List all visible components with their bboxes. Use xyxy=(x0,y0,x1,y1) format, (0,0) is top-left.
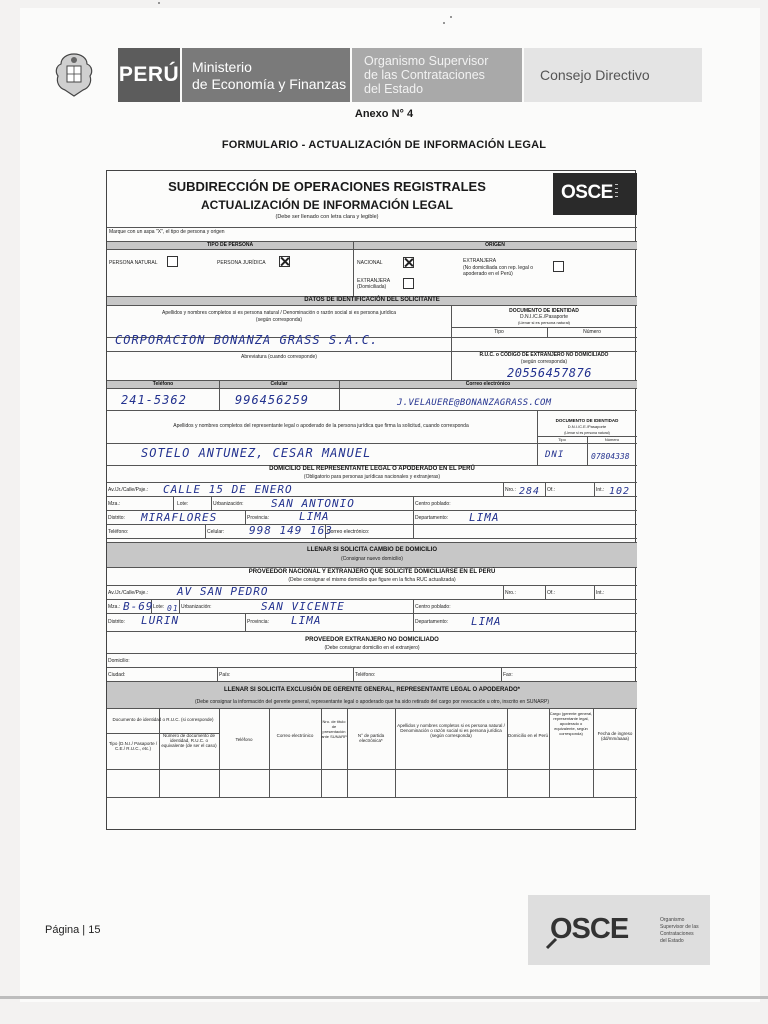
dom-rep-int-field[interactable]: 102 xyxy=(609,486,631,497)
col-tipo-header: Tipo (D.N.I./ Pasaporte / C.E./ R.U.C., etc.) xyxy=(108,741,158,751)
osce-footer-sub-2: Supervisor de las xyxy=(660,924,699,930)
dom-rep-correo-label: Correo electrónico: xyxy=(327,529,370,535)
nacional-label: NACIONAL xyxy=(357,260,383,266)
form-heading-note: (Debe ser llenado con letra clara y legible) xyxy=(275,214,379,220)
cambio-domicilio-title: LLENAR SI SOLICITA CAMBIO DE DOMICILIO xyxy=(307,547,437,553)
dom-rep-provincia-field[interactable]: LIMA xyxy=(299,510,330,523)
osce-footer-sub-3: Contrataciones xyxy=(660,931,694,937)
dom-nuevo-distrito-label: Distrito: xyxy=(108,619,125,625)
extranjera-no-dom-note-2: apoderado en el Perú) xyxy=(463,271,513,277)
telefono-field[interactable]: 241-5362 xyxy=(121,393,187,407)
ruc-note: (según corresponda) xyxy=(520,359,568,365)
page-number: Página | 15 xyxy=(45,924,101,936)
osce-logo-mark: ▬ ▬ ▬ ▬ xyxy=(615,182,618,198)
dom-rep-centro-label: Centro poblado: xyxy=(415,501,451,507)
peru-brand xyxy=(118,48,180,102)
osce-line-3: del Estado xyxy=(364,82,424,96)
document-title: FORMULARIO - ACTUALIZACIÓN DE INFORMACIÓN LEGAL xyxy=(221,139,547,151)
dom-nuevo-depto-field[interactable]: LIMA xyxy=(471,615,502,628)
extranjera-dom-note: (Domiciliada) xyxy=(357,284,387,290)
consejo-label: Consejo Directivo xyxy=(540,67,650,83)
dom-rep-urb-label: Urbanización: xyxy=(213,501,244,507)
ministerio-line-2: de Economía y Finanzas xyxy=(192,76,347,92)
dom-nuevo-provincia-field[interactable]: LIMA xyxy=(291,614,322,627)
prov-ext-fax-label: Fax: xyxy=(503,672,513,678)
dom-rep-cel-label: Celular: xyxy=(207,529,225,535)
osce-footer-word: OSCE xyxy=(550,913,629,945)
correo-col: Correo electrónico xyxy=(465,381,511,387)
speck xyxy=(158,2,160,4)
abreviatura-label: Abreviatura (cuando corresponde) xyxy=(241,354,317,360)
dom-nuevo-of-label: Of.: xyxy=(547,590,556,596)
dom-rep-lote-label: Lote: xyxy=(177,501,189,507)
exclusion-title: LLENAR SI SOLICITA EXCLUSIÓN DE GERENTE GENERAL, REPRESENTANTE LEGAL O APODERADO* xyxy=(224,687,520,693)
dom-rep-av-label: Av./Jr./Calle/Psje.: xyxy=(108,487,149,493)
doc-numero-col: Número xyxy=(583,329,601,335)
col-domicilio-header: Domicilio en el Perú xyxy=(507,733,549,738)
razon-social-field[interactable]: CORPORACION BONANZA GRASS S.A.C. xyxy=(115,333,379,347)
rep-doc-numero-col: Número xyxy=(604,437,620,442)
osce-footer-logo xyxy=(528,895,710,965)
dom-rep-distrito-label: Distrito: xyxy=(108,515,125,521)
dom-rep-depto-label: Departamento: xyxy=(415,515,449,521)
persona-juridica-checkbox[interactable] xyxy=(279,256,290,267)
osce-header-brand xyxy=(352,48,522,102)
dom-nuevo-lote-label: Lote: xyxy=(153,604,165,610)
col-partida-header: N° de partida electrónica* xyxy=(357,733,385,743)
col-fecha-header: Fecha de ingreso (dd/mm/aaaa) xyxy=(597,731,633,741)
ruc-label: R.U.C. o CÓDIGO DE EXTRANJERO NO DOMICILIADO xyxy=(479,352,609,358)
rep-doc-tipo-col: Tipo xyxy=(558,437,566,442)
speck xyxy=(450,16,452,18)
cambio-domicilio-note: (Consignar nuevo domicilio) xyxy=(341,556,403,562)
rep-doc-types: D.N.I./C.E./Pasaporte xyxy=(567,424,607,429)
prov-extranjero-note: (Debe consignar domicilio en el extranjero) xyxy=(324,645,420,651)
page-edge xyxy=(0,996,768,999)
dom-nuevo-centro-label: Centro poblado: xyxy=(415,604,451,610)
anexo-number: Anexo N° 4 xyxy=(354,108,414,120)
domicilio-rep-title: DOMICILIO DEL REPRESENTANTE LEGAL O APODERADO EN EL PERÚ xyxy=(269,466,475,472)
celular-col: Celular xyxy=(270,381,288,387)
dom-nuevo-nro-label: Nro.: xyxy=(505,590,516,596)
extranjera-no-dom-label: EXTRANJERA xyxy=(463,258,497,264)
prov-nacional-title: PROVEEDOR NACIONAL Y EXTRANJERO QUE SOLICITE DOMICILIARSE EN EL PERÚ xyxy=(248,569,496,575)
dom-rep-nro-field[interactable]: 284 xyxy=(519,486,541,497)
col-cargo-header: Cargo (gerente general, representante legal, apoderado o equivalente, según corresponda) xyxy=(549,711,593,736)
legal-info-form xyxy=(106,170,636,830)
dom-nuevo-urb-field[interactable]: SAN VICENTE xyxy=(261,600,345,613)
form-heading-1: SUBDIRECCIÓN DE OPERACIONES REGISTRALES xyxy=(168,179,486,194)
nacional-checkbox[interactable] xyxy=(403,257,414,268)
col-numero-header: Número de documento de identidad, R.U.C. o equivalente (de ser el caso) xyxy=(161,733,217,748)
rep-doc-tipo-field[interactable]: DNI xyxy=(545,450,565,460)
cambio-domicilio-band xyxy=(107,542,637,568)
prov-nacional-note: (Debe consignar el mismo domicilio que figure en la ficha RUC actualizada) xyxy=(288,577,456,583)
col-titulo-header: Nro. de título de presentación ante SUNARP xyxy=(321,719,347,739)
consejo-directivo xyxy=(524,48,702,102)
dom-rep-of-label: Of.: xyxy=(547,487,556,493)
exclusion-note: (Debe consignar la información del gerente general, representante legal o apoderado que ha sido retirado del cargo por revocación u otro, inscrito en SUNARP) xyxy=(194,699,550,705)
domicilio-rep-note: (Obligatorio para personas jurídicas nacionales y extranjeras) xyxy=(303,474,441,480)
speck xyxy=(443,22,445,24)
extranjera-no-dom-note-1: (No domiciliada con rep. legal o xyxy=(463,265,534,271)
col-telefono-header: Teléfono xyxy=(235,737,253,742)
origen-label: ORIGEN xyxy=(485,242,505,248)
dom-rep-depto-field[interactable]: LIMA xyxy=(469,511,500,524)
representante-field[interactable]: SOTELO ANTUNEZ, CESAR MANUEL xyxy=(141,446,372,460)
col-doc-header: Documento de identidad o R.U.C. (si corresponde) xyxy=(112,717,214,722)
telefono-col: Teléfono xyxy=(152,381,174,387)
dom-nuevo-av-field[interactable]: AV SAN PEDRO xyxy=(177,585,269,598)
dom-rep-urb-field[interactable]: SAN ANTONIO xyxy=(271,497,355,510)
peru-label: PERÚ xyxy=(118,63,180,86)
ruc-field[interactable]: 20556457876 xyxy=(507,366,592,380)
extranjera-dom-label: EXTRANJERA xyxy=(357,278,391,284)
persona-juridica-label: PERSONA JURÍDICA xyxy=(217,260,266,266)
dom-nuevo-mza-label: Mza.: xyxy=(108,604,121,610)
dom-nuevo-provincia-label: Provincia: xyxy=(247,619,269,625)
dom-rep-tel-label: Teléfono: xyxy=(108,529,129,535)
rep-doc-note: (Llenar si es persona natural) xyxy=(564,431,610,435)
peru-coat-of-arms-icon xyxy=(53,50,95,100)
ministerio-brand xyxy=(182,48,350,102)
prov-ext-domicilio-label: Domicilio: xyxy=(108,658,130,664)
rep-doc-label: DOCUMENTO DE IDENTIDAD xyxy=(555,418,619,423)
dom-nuevo-distrito-field[interactable]: LURIN xyxy=(141,614,180,627)
prov-ext-tel-label: Teléfono: xyxy=(355,672,376,678)
osce-footer-subtitle xyxy=(660,917,699,945)
osce-footer-sub-4: del Estado xyxy=(660,938,684,944)
celular-field[interactable]: 996456259 xyxy=(235,393,310,407)
tipo-persona-label: TIPO DE PERSONA xyxy=(206,242,254,248)
rep-doc-numero-field[interactable]: 07804338 xyxy=(591,452,630,461)
dom-rep-provincia-label: Provincia: xyxy=(247,515,269,521)
dom-nuevo-lote-field[interactable]: 01 xyxy=(167,604,179,613)
doc-tipo-col: Tipo xyxy=(494,329,504,335)
doc-note-label: (Llenar si es persona natural) xyxy=(517,320,571,325)
dom-nuevo-av-label: Av./Jr./Calle/Psje.: xyxy=(108,590,149,596)
razon-social-label: Apellidos y nombres completos si es persona natural / Denominación o razón social si es persona jurídica xyxy=(161,310,396,316)
representante-label: Apellidos y nombres completos del representante legal o apoderado de la persona jurídica que firma la solicitud, cuando corresponda xyxy=(173,423,469,429)
razon-social-note: (según corresponda) xyxy=(255,317,303,323)
tipo-instruction: Marque con un aspa "X", el tipo de persona y origen xyxy=(109,229,225,235)
dom-rep-mza-label: Mza.: xyxy=(108,501,121,507)
dom-nuevo-depto-label: Departamento: xyxy=(415,619,449,625)
prov-ext-pais-label: País: xyxy=(219,672,231,678)
dom-rep-distrito-field[interactable]: MIRAFLORES xyxy=(141,511,218,524)
prov-ext-ciudad-label: Ciudad: xyxy=(108,672,126,678)
osce-line-2: de las Contrataciones xyxy=(364,68,485,82)
form-heading-2: ACTUALIZACIÓN DE INFORMACIÓN LEGAL xyxy=(201,198,453,212)
dom-nuevo-urb-label: Urbanización: xyxy=(181,604,212,610)
dom-nuevo-mza-field[interactable]: B-69 xyxy=(123,600,154,613)
doc-types-label: D.N.I./C.E./Pasaporte xyxy=(519,314,569,320)
dom-rep-av-field[interactable]: CALLE 15 DE ENERO xyxy=(163,483,293,496)
extranjera-no-dom-checkbox[interactable] xyxy=(553,261,564,272)
persona-natural-label: PERSONA NATURAL xyxy=(109,260,158,266)
dom-rep-cel-field[interactable]: 998 149 163 xyxy=(249,524,333,537)
prov-extranjero-title: PROVEEDOR EXTRANJERO NO DOMICILIADO xyxy=(305,637,439,643)
ministerio-line-1: Ministerio xyxy=(192,59,252,75)
col-apellidos-header: Apellidos y nombres completos si es persona natural / Denominación o razón social si es persona jurídica (según corresponda) xyxy=(397,723,505,738)
osce-line-1: Organismo Supervisor xyxy=(364,54,489,68)
osce-logo xyxy=(553,173,637,215)
persona-natural-checkbox[interactable] xyxy=(167,256,178,267)
col-correo-header: Correo electrónico xyxy=(276,733,314,738)
dom-rep-int-label: Int.: xyxy=(596,487,605,493)
osce-logo-word: OSCE xyxy=(561,182,613,203)
datos-id-title: DATOS DE IDENTIFICACIÓN DEL SOLICITANTE xyxy=(304,297,440,303)
doc-identidad-label: DOCUMENTO DE IDENTIDAD xyxy=(509,308,579,314)
correo-field[interactable]: J.VELAUERE@BONANZAGRASS.COM xyxy=(397,398,552,408)
osce-footer-sub-1: Organismo xyxy=(660,917,685,923)
dom-rep-nro-label: Nro.: xyxy=(505,487,516,493)
extranjera-dom-checkbox[interactable] xyxy=(403,278,414,289)
dom-nuevo-int-label: Int.: xyxy=(596,590,605,596)
